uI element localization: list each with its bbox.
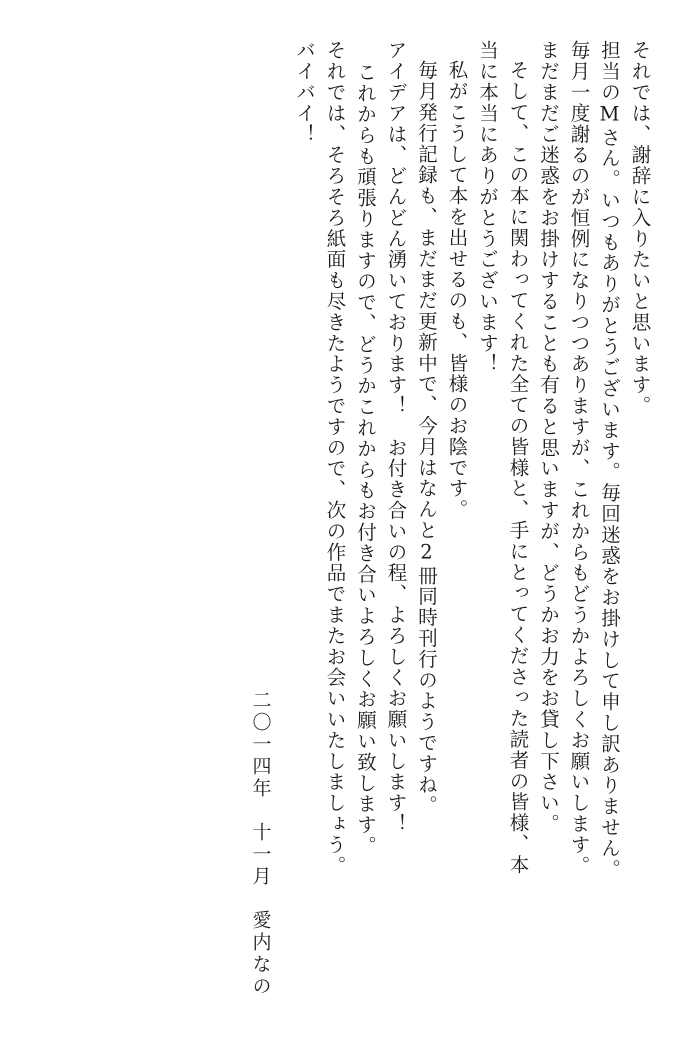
text-column: まだまだご迷惑をお掛けすることも有ると思いますが、どうかお力をお貸し下さい。 <box>537 40 560 835</box>
text-column: バイバイ！ <box>293 40 316 145</box>
text-column: 当に本当にありがとうございます！ <box>476 40 499 375</box>
text-column: 私がこうして本を出せるのも、皆様のお陰です。 <box>445 60 469 520</box>
text-column: それでは、謝辞に入りたいと思います。 <box>628 40 652 417</box>
text-column: それでは、そろそろ紙面も尽きたようですので、次の作品でまたお会いいたしましょう。 <box>323 40 347 876</box>
text-column: 毎月発行記録も、まだまだ更新中で、今月はなんと2冊同時刊行のようですね。 <box>415 60 438 816</box>
text-column: アイデアは、どんどん湧いております！ お付き合いの程、よろしくお願いします！ <box>384 40 408 835</box>
text-column: そして、この本に関わってくれた全ての皆様と、手にとってくださった読者の皆様、本 <box>506 60 530 876</box>
signature-line: 二〇一四年 十一月 愛内なの <box>249 690 272 998</box>
text-column: 毎月一度謝るのが恒例になりつつありますが、これからもどうかよろしくお願いします。 <box>567 40 591 876</box>
text-column: これからも頑張りますので、どうかこれからもお付き合いよろしくお願い致します。 <box>354 62 377 857</box>
afterword-text-block <box>24 40 655 1024</box>
text-column: 担当のМさん。いつもありがとうございます。毎回迷惑をお掛けして申し訳ありません。 <box>598 40 621 880</box>
